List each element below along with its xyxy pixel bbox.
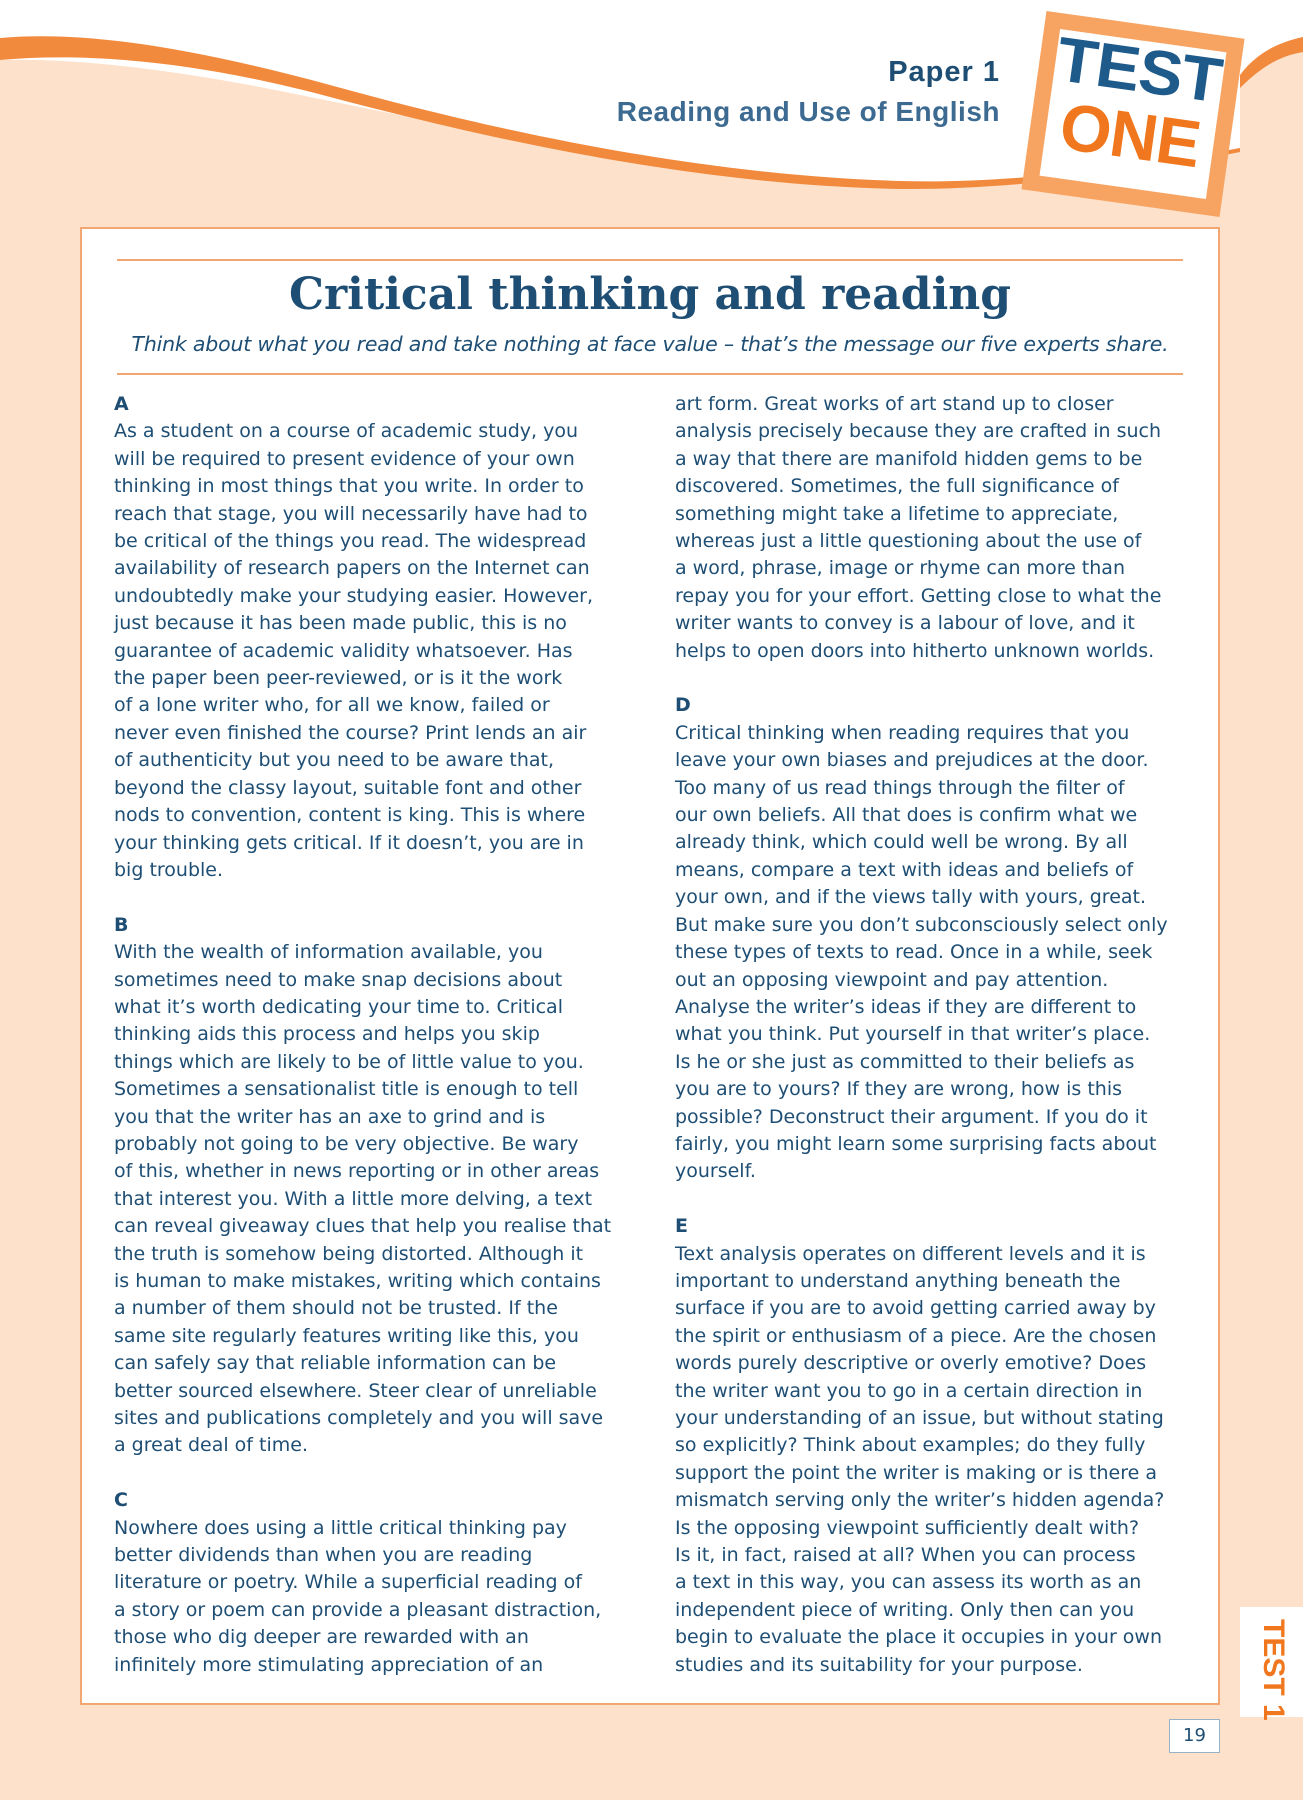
text-line: our own beliefs. All that does is confirm what we — [675, 804, 1138, 827]
text-line: the spirit or enthusiasm of a piece. Are the chosen — [675, 1324, 1157, 1347]
section-c-continued-text — [675, 391, 1199, 665]
text-line: yourself. — [675, 1160, 756, 1183]
text-line: leave your own biases and prejudices at the door. — [675, 749, 1149, 772]
text-line: you that the writer has an axe to grind and is — [114, 1105, 546, 1128]
text-line: repay you for your effort. Getting close to what the — [675, 584, 1162, 607]
text-line: thinking in most things that you write. In order to — [114, 475, 584, 498]
text-line: so explicitly? Think about examples; do they fully — [675, 1434, 1146, 1457]
text-line: big trouble. — [114, 858, 224, 881]
paper-subtitle: Reading and Use of English — [616, 96, 1000, 127]
text-line: of authenticity but you need to be aware that, — [114, 749, 554, 772]
text-line: thinking aids this process and helps you skip — [114, 1023, 540, 1046]
text-line: can safely say that reliable information can be — [114, 1352, 557, 1375]
badge-test-text: TEST — [1052, 23, 1226, 116]
section-e-text — [675, 1241, 1199, 1680]
section-b-text — [114, 939, 626, 1460]
text-line: beyond the classy layout, suitable font and other — [114, 776, 582, 799]
text-line: just because it has been made public, this is no — [114, 612, 567, 635]
section-b-label: B — [114, 913, 129, 936]
text-line: a text in this way, you can assess its worth as an — [675, 1571, 1142, 1594]
test-one-badge — [1021, 11, 1244, 217]
text-line: literature or poetry. While a superficial reading of — [114, 1571, 582, 1594]
text-line: guarantee of academic validity whatsoever. Has — [114, 639, 573, 662]
article-box — [80, 227, 1220, 1705]
text-line: these types of texts to read. Once in a while, seek — [675, 941, 1153, 964]
text-line: better sourced elsewhere. Steer clear of unreliable — [114, 1379, 597, 1402]
text-line: a great deal of time. — [114, 1434, 308, 1457]
text-line: will be required to present evidence of your own — [114, 447, 575, 470]
text-line: important to understand anything beneath the — [675, 1269, 1121, 1292]
top-divider — [117, 259, 1183, 261]
badge-one-text: ONE — [1055, 88, 1205, 182]
section-c-text — [114, 1515, 626, 1679]
text-line: nods to convention, content is king. This is where — [114, 804, 586, 827]
text-line: same site regularly features writing like this, you — [114, 1324, 579, 1347]
text-line: those who dig deeper are rewarded with an — [114, 1626, 529, 1649]
text-line: Analyse the writer’s ideas if they are different to — [675, 995, 1137, 1018]
text-line: better dividends than when you are reading — [114, 1544, 533, 1567]
subtitle-divider — [117, 373, 1183, 375]
text-line: something might take a lifetime to appreciate, — [675, 502, 1119, 525]
text-line: mismatch serving only the writer’s hidden agenda? — [675, 1489, 1165, 1512]
side-tab — [1240, 1607, 1303, 1721]
article-subtitle: Think about what you read and take nothing at face value – that’s the message our five experts share. — [131, 332, 1169, 356]
section-e-label: E — [675, 1215, 688, 1238]
text-line: With the wealth of information available, you — [114, 941, 543, 964]
text-line: discovered. Sometimes, the full significance of — [675, 475, 1119, 498]
text-line: surface if you are to avoid getting carried away by — [675, 1297, 1156, 1320]
text-line: Is he or she just as committed to their beliefs as — [675, 1050, 1135, 1073]
text-line: that interest you. With a little more delving, a text — [114, 1187, 593, 1210]
text-line: infinitely more stimulating appreciation of an — [114, 1653, 544, 1676]
text-line: Text analysis operates on different levels and it is — [675, 1242, 1146, 1265]
side-tab-label: TEST 1 — [1257, 1619, 1290, 1721]
text-line: the writer want you to go in a certain direction in — [675, 1379, 1143, 1402]
text-line: sometimes need to make snap decisions about — [114, 968, 563, 991]
text-line: a word, phrase, image or rhyme can more than — [675, 557, 1125, 580]
text-line: analysis precisely because they are crafted in such — [675, 420, 1162, 443]
right-column — [675, 391, 1199, 1679]
text-line: reach that stage, you will necessarily have had to — [114, 502, 588, 525]
text-line: means, compare a text with ideas and beliefs of — [675, 858, 1134, 881]
text-line: be critical of the things you read. The widespread — [114, 530, 587, 553]
text-line: out an opposing viewpoint and pay attention. — [675, 968, 1109, 991]
text-line: the paper been peer-reviewed, or is it the work — [114, 667, 563, 690]
text-line: undoubtedly make your studying easier. However, — [114, 584, 593, 607]
text-line: the truth is somehow being distorted. Although it — [114, 1242, 584, 1265]
text-line: helps to open doors into hitherto unknown worlds. — [675, 639, 1155, 662]
text-line: writer wants to convey is a labour of love, and it — [675, 612, 1135, 635]
text-line: Is the opposing viewpoint sufficiently dealt with? — [675, 1516, 1140, 1539]
text-line: things which are likely to be of little value to you. — [114, 1050, 584, 1073]
text-line: of a lone writer who, for all we know, failed or — [114, 694, 550, 717]
text-line: a way that there are manifold hidden gems to be — [675, 447, 1143, 470]
text-line: begin to evaluate the place it occupies in your own — [675, 1626, 1163, 1649]
text-line: whereas just a little questioning about the use of — [675, 530, 1142, 553]
text-line: your own, and if the views tally with yours, great. — [675, 886, 1147, 909]
text-line: But make sure you don’t subconsciously select only — [675, 913, 1168, 936]
text-line: Nowhere does using a little critical thinking pay — [114, 1516, 567, 1539]
text-line: support the point the writer is making or is there a — [675, 1461, 1157, 1484]
section-c-label: C — [114, 1489, 128, 1512]
text-line: independent piece of writing. Only then can you — [675, 1598, 1135, 1621]
text-line: Critical thinking when reading requires that you — [675, 721, 1130, 744]
text-line: probably not going to be very objective. Be wary — [114, 1132, 579, 1155]
text-line: what it’s worth dedicating your time to. Critical — [114, 995, 563, 1018]
text-line: Is it, in fact, raised at all? When you can process — [675, 1544, 1136, 1567]
text-line: Too many of us read things through the filter of — [675, 776, 1125, 799]
text-line: a story or poem can provide a pleasant distraction, — [114, 1598, 602, 1621]
text-line: your thinking gets critical. If it doesn’t, you are in — [114, 831, 584, 854]
section-d-text — [675, 720, 1199, 1186]
text-line: can reveal giveaway clues that help you realise that — [114, 1215, 612, 1238]
text-line: As a student on a course of academic study, you — [114, 420, 579, 443]
text-line: never even finished the course? Print lends an air — [114, 721, 587, 744]
text-line: availability of research papers on the Internet can — [114, 557, 590, 580]
paper-title: Paper 1 — [888, 56, 1000, 88]
section-a-text — [114, 418, 626, 884]
text-line: already think, which could well be wrong. By all — [675, 831, 1128, 854]
text-line: you are to yours? If they are wrong, how is this — [675, 1078, 1123, 1101]
text-line: sites and publications completely and you will save — [114, 1407, 604, 1430]
text-line: of this, whether in news reporting or in other areas — [114, 1160, 600, 1183]
text-line: words purely descriptive or overly emotive? Does — [675, 1352, 1147, 1375]
section-d-label: D — [675, 694, 691, 717]
text-line: studies and its suitability for your purpose. — [675, 1653, 1083, 1676]
text-line: fairly, you might learn some surprising facts about — [675, 1132, 1157, 1155]
text-line: Sometimes a sensationalist title is enough to tell — [114, 1078, 579, 1101]
text-line: is human to make mistakes, writing which contains — [114, 1269, 601, 1292]
text-line: a number of them should not be trusted. If the — [114, 1297, 558, 1320]
text-line: art form. Great works of art stand up to closer — [675, 393, 1114, 415]
article-title: Critical thinking and reading — [288, 269, 1012, 320]
section-a-label: A — [114, 393, 129, 415]
text-line: possible? Deconstruct their argument. If you do it — [675, 1105, 1148, 1128]
text-line: your understanding of an issue, but without stating — [675, 1407, 1164, 1429]
page-number: 19 — [1169, 1719, 1220, 1753]
left-column — [114, 391, 626, 1679]
text-line: what you think. Put yourself in that writer’s place. — [675, 1023, 1151, 1046]
